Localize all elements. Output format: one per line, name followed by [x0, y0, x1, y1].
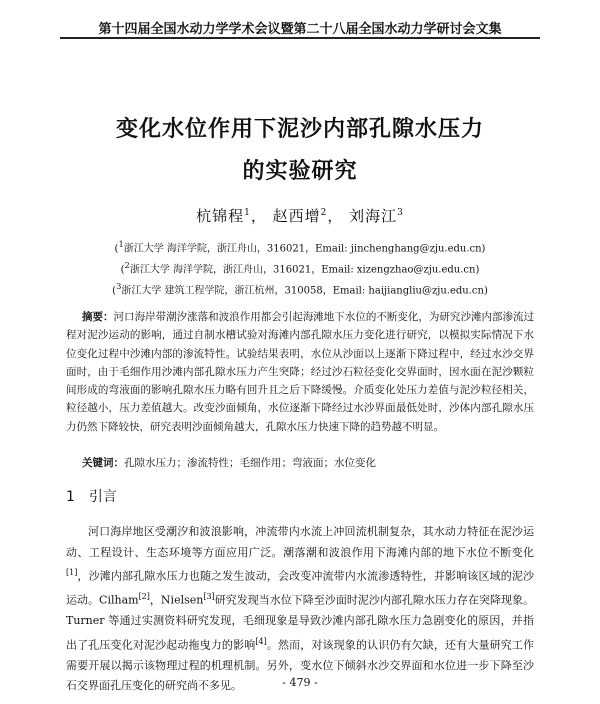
author-name: 杭锦程	[196, 207, 245, 225]
affiliation-sup: 1	[118, 239, 124, 249]
body-text-segment: ，沙滩内部孔隙水压力也随之发生波动，会改变冲流带内水流渗透特性，并影响该区域的泥沙运动。Cilham	[66, 569, 534, 607]
citation: [1]	[66, 568, 78, 577]
author-sup: 2	[320, 208, 328, 218]
paper-title-line-2: 的实验研究	[242, 159, 358, 184]
affiliation: ($^1$浙江大学 海洋学院，浙江舟山，316021，Email: jinchenghang@zju.edu.cn)	[114, 239, 486, 255]
abstract	[66, 308, 534, 436]
abstract-label: 摘要：	[82, 311, 114, 323]
abstract-text: 河口海岸带潮汐涨落和波浪作用都会引起海滩地下水位的不断变化，为研究沙滩内部渗流过程对泥沙运动的影响，通过自制水槽试验对海滩内部孔隙水压力变化进行研究，以模拟实际情况下水位变化过程中沙滩内部的渗流特性。试验结果表明，水位从沙面以上逐渐下降过程中，经过水沙交界面时，由于毛细作用沙滩内部孔隙水压力产生突降；经过沙石粒径变化交界面时，因水面在泥沙颗粒间形成的弯液面的影响孔隙水压力略有回升且之后下降缓慢。介质变化处压力差值与泥沙粒径相关，粒径越小，压力差值越大。改变沙面倾角，水位逐渐下降经过水沙界面最低处时，沙体内部孔隙水压力仍然下降较快，研究表明沙面倾角越大，孔隙水压力快速下降的趋势越不明显。	[66, 311, 535, 433]
section-heading	[66, 486, 117, 506]
affiliation-sup: 3	[116, 281, 122, 291]
affiliation-text: 浙江大学 建筑工程学院，浙江杭州，310058，Email: haijiangliu@zju.edu.cn	[121, 285, 484, 297]
citation: [3]	[203, 592, 215, 602]
citation: [2]	[138, 592, 150, 602]
body-text-segment: 研究发现当水位下降至沙面时泥沙内部孔隙水压力存在突降现象。Turner 等通过实测资料研究发现，毛细现象是导致沙滩内部孔隙水压力急剧变化的原因，并指出了孔压变化对泥沙起动拖曳力的影响	[66, 593, 534, 652]
body-text-segment: 河口海岸地区受潮汐和波浪影响，冲流带内水流上冲回流机制复杂，其水动力特征在泥沙运动、工程设计、生态环境等方面应用广泛。潮落潮和波浪作用下海滩内部的地下水位不断变化	[66, 525, 534, 559]
citation: [4]	[255, 636, 267, 646]
header-rule	[60, 37, 540, 39]
keywords-label: 关键词：	[82, 457, 124, 469]
page-number: - 479 -	[282, 676, 318, 689]
author-sup: 3	[397, 208, 404, 218]
keywords-text: 孔隙水压力；渗流特性；毛细作用；弯液面；水位变化	[124, 457, 376, 469]
body-paragraph	[66, 522, 534, 697]
keywords	[82, 455, 534, 470]
affiliation-sup: 2	[124, 260, 130, 270]
author-sup: 1	[244, 208, 251, 218]
running-header: 第十四届全国水动力学学术会议暨第二十八届全国水动力学研讨会文集	[98, 22, 502, 37]
author-list: 杭锦程$^1$， 赵西增$^2$， 刘海江$^3$	[196, 207, 404, 225]
section-title: 引言	[88, 489, 117, 505]
author-name: 刘海江	[349, 207, 398, 225]
author-name: 赵西增	[272, 207, 321, 225]
affiliation: ($^3$浙江大学 建筑工程学院，浙江杭州，310058，Email: haijiangliu@zju.edu.cn)	[112, 281, 488, 297]
affiliation: ($^2$浙江大学 海洋学院，浙江舟山，316021，Email: xizengzhao@zju.edu.cn)	[120, 260, 480, 276]
body-text-segment: ，Nielsen	[149, 593, 204, 607]
affiliation-text: 浙江大学 海洋学院，浙江舟山，316021，Email: jinchenghang@zju.edu.cn	[123, 243, 482, 255]
affiliation-text: 浙江大学 海洋学院，浙江舟山，316021，Email: xizengzhao@zju.edu.cn	[129, 264, 476, 276]
section-number: 1	[66, 489, 75, 505]
paper-title-line-1: 变化水位作用下泥沙内部孔隙水压力	[115, 117, 484, 142]
body-text-segment: 。然而，对该现象的认识仍有欠缺，还有大量研究工作需要开展以揭示该物理过程的机理机制。另外，变水位下倾斜水沙交界面和水位进一步下降至沙石交界面孔压变化的研究尚不多见。	[66, 638, 535, 693]
